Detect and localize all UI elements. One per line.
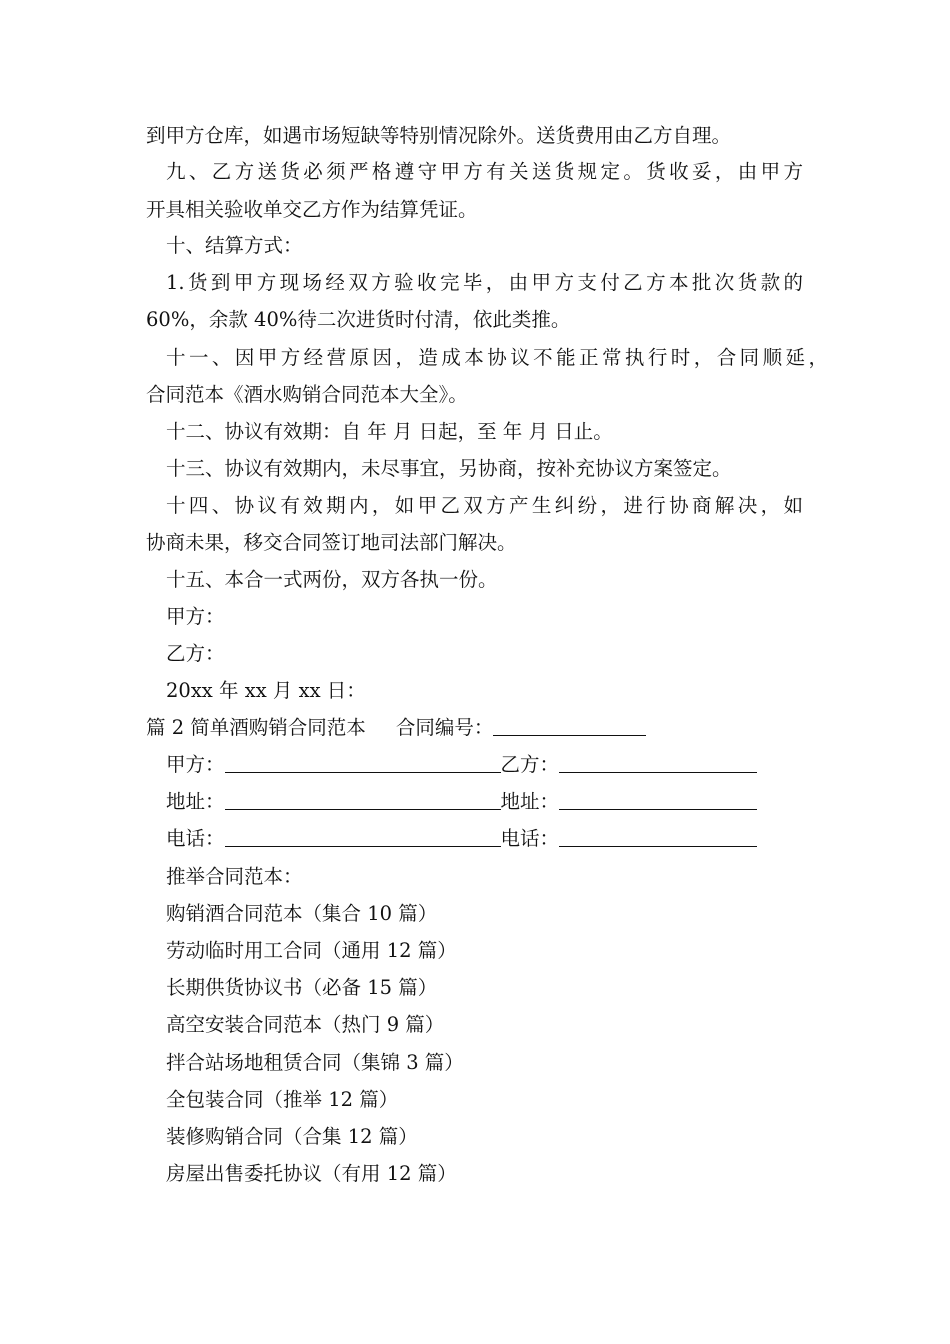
recommend-link[interactable]: 高空安装合同范本（热门 9 篇）: [166, 1013, 445, 1036]
paragraph-line: 开具相关验收单交乙方作为结算凭证。: [146, 198, 478, 221]
party-b-address-label: 地址：: [500, 790, 560, 813]
paragraph-line: 十一、因甲方经营原因，造成本协议不能正常执行时，合同顺延，: [166, 346, 828, 369]
paragraph-line: 60%，余款 40%待二次进货时付清，依此类推。: [146, 308, 571, 331]
party-a-label: 甲方：: [166, 753, 225, 776]
party-a-address-blank: [225, 787, 501, 810]
section2-title: 篇 2 简单酒购销合同范本: [146, 716, 366, 739]
party-b-label: 乙方：: [500, 753, 560, 776]
address-field-row: [166, 784, 757, 820]
paragraph-line: 十二、协议有效期：自 年 月 日起，至 年 月 日止。: [166, 420, 613, 443]
recommend-link[interactable]: 购销酒合同范本（集合 10 篇）: [166, 902, 438, 925]
paragraph-line: 九、乙方送货必须严格遵守甲方有关送货规定。货收妥，由甲方: [166, 160, 803, 183]
section-heading: 十、结算方式：: [166, 234, 303, 257]
recommend-link[interactable]: 劳动临时用工合同（通用 12 篇）: [166, 939, 457, 962]
party-b-signature-label: 乙方：: [166, 642, 225, 665]
recommend-link[interactable]: 拌合站场地租赁合同（集锦 3 篇）: [166, 1051, 464, 1074]
paragraph-line: 到甲方仓库，如遇市场短缺等特别情况除外。送货费用由乙方自理。: [146, 124, 732, 147]
date-line: 20xx 年 xx 月 xx 日：: [166, 679, 366, 702]
recommend-link[interactable]: 全包装合同（推举 12 篇）: [166, 1088, 399, 1111]
party-b-address-blank: [559, 787, 757, 810]
party-b-blank: [559, 750, 757, 773]
paragraph-line: 协商未果，移交合同签订地司法部门解决。: [146, 531, 517, 554]
contract-no-label: 合同编号：: [395, 716, 494, 739]
paragraph-line: 1.货到甲方现场经双方验收完毕，由甲方支付乙方本批次货款的: [166, 271, 803, 294]
party-b-phone-label: 电话：: [500, 827, 560, 850]
party-a-phone-label: 电话：: [166, 827, 225, 850]
recommend-heading: 推举合同范本：: [166, 865, 303, 888]
party-a-signature-label: 甲方：: [166, 605, 225, 628]
section2-title-row: [146, 710, 646, 746]
contract-no-blank: [493, 713, 646, 736]
recommend-link[interactable]: 装修购销合同（合集 12 篇）: [166, 1125, 418, 1148]
party-b-phone-blank: [559, 824, 757, 847]
party-field-row: [166, 747, 757, 783]
recommend-link[interactable]: 长期供货协议书（必备 15 篇）: [166, 976, 438, 999]
paragraph-line: 十三、协议有效期内，未尽事宜，另协商，按补充协议方案签定。: [166, 457, 732, 480]
paragraph-line: 合同范本《酒水购销合同范本大全》。: [146, 383, 468, 406]
paragraph-line: 十五、本合一式两份，双方各执一份。: [166, 568, 498, 591]
phone-field-row: [166, 821, 757, 857]
party-a-address-label: 地址：: [166, 790, 225, 813]
recommend-link[interactable]: 房屋出售委托协议（有用 12 篇）: [166, 1162, 457, 1185]
paragraph-line: 十四、协议有效期内，如甲乙双方产生纠纷，进行协商解决，如: [166, 494, 803, 517]
party-a-blank: [225, 750, 501, 773]
party-a-phone-blank: [225, 824, 501, 847]
